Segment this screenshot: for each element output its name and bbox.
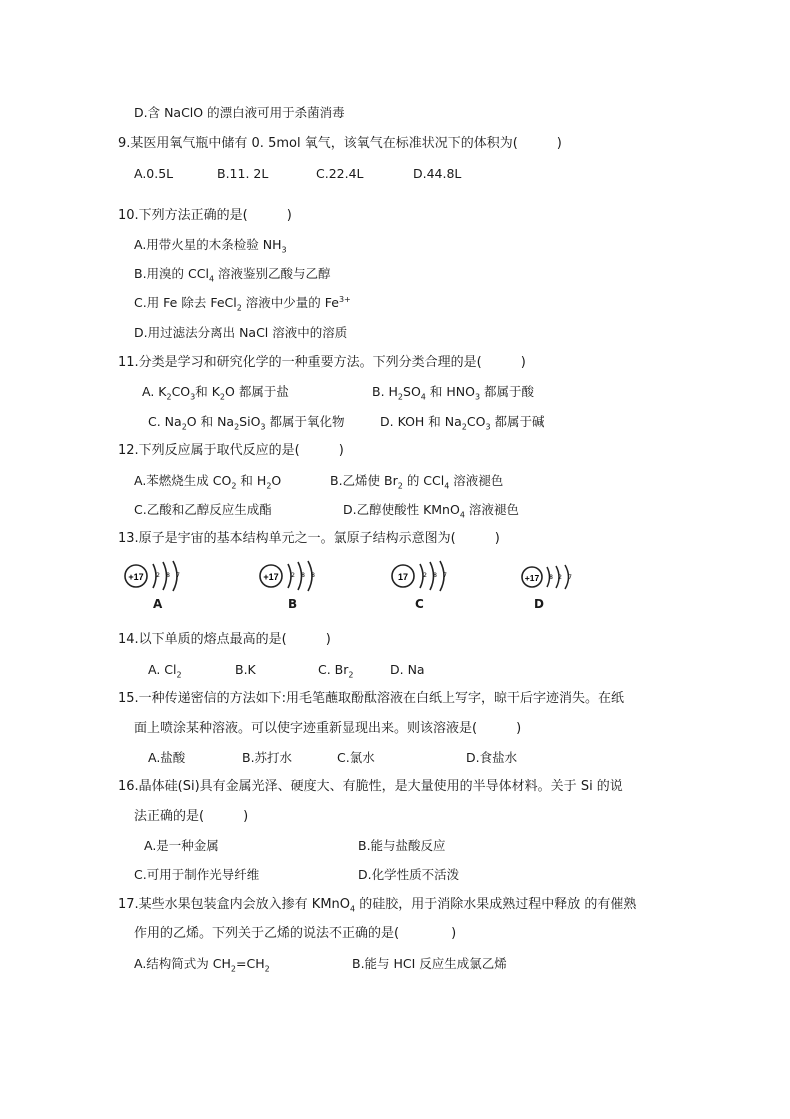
q16-stem-line1: 16.晶体硅(Si)具有金属光泽、硬度大、有脆性，是大量使用的半导体材料。关于 Si 的说	[118, 779, 623, 794]
q12-option-d: D.乙醇使酸性 KMnO$_4$ 溶液褪色	[343, 502, 519, 520]
atom-b-shell-1: 2	[291, 572, 295, 579]
atom-label-d: D	[534, 597, 544, 611]
q13-stem: 13.原子是宇宙的基本结构单元之一。氯原子结构示意图为( )	[118, 531, 500, 546]
q11-option-a: A. $K_2CO_3$和 $K_2O$ 都属于盐	[142, 384, 289, 402]
q17-stem-line1: 17.某些水果包装盒内会放入掺有 KMnO$_4$ 的硅胶，用于消除水果成熟过程中释放 的有催熟	[118, 897, 637, 914]
q15-stem-line1: 15.一种传递密信的方法如下:用毛笔蘸取酚酞溶液在白纸上写字，晾干后字迹消失。在纸	[118, 691, 625, 706]
q12-option-c: C.乙酸和乙醇反应生成酯	[134, 502, 272, 517]
atom-diagram-b	[257, 560, 337, 594]
q17-stem-line2: 作用的乙烯。下列关于乙烯的说法不正确的是( )	[134, 926, 457, 941]
q9-stem: 9.某医用氧气瓶中储有 0. 5mol 氧气，该氧气在标准状况下的体积为( )	[118, 136, 562, 151]
q11-option-b: B. $H_2SO_4$ 和 $HNO_3$ 都属于酸	[372, 384, 535, 402]
q14-option-d: D. Na	[390, 662, 425, 677]
q15-option-a: A.盐酸	[148, 750, 186, 765]
q9-option-b: B.11. 2L	[217, 166, 269, 181]
q11-option-d: D. KOH 和 $Na_2CO_3$ 都属于碱	[380, 414, 545, 432]
q10-option-d: D.用过滤法分离出 NaCl 溶液中的溶质	[134, 325, 348, 340]
q16-option-a: A.是一种金属	[144, 838, 219, 853]
q9-option-c: C.22.4L	[316, 166, 364, 181]
q15-option-c: C.氯水	[337, 750, 375, 765]
atom-d-shell-1: 8	[549, 574, 553, 581]
q16-option-d: D.化学性质不活泼	[358, 867, 460, 882]
q16-option-c: C.可用于制作光导纤维	[134, 867, 260, 882]
atom-d-shell-2: 2	[558, 574, 562, 581]
atom-c-shell-1: 2	[423, 572, 427, 579]
q10-stem: 10.下列方法正确的是( )	[118, 208, 292, 223]
q10-option-c: C.用 Fe 除去 FeCl$_2$ 溶液中少量的 $Fe^{3+}$	[134, 294, 351, 313]
q14-option-b: B.K	[235, 662, 256, 677]
q9-option-d: D.44.8L	[413, 166, 462, 181]
atom-b-nucleus: +17	[263, 572, 279, 582]
q11-option-c: C. $Na_2O$ 和 $Na_2SiO_3$ 都属于氧化物	[148, 414, 345, 432]
atom-a-shell-3: 7	[176, 572, 180, 579]
atom-a-nucleus: +17	[128, 572, 144, 582]
q15-stem-line2: 面上喷涂某种溶液。可以使字迹重新显现出来。则该溶液是( )	[134, 721, 522, 736]
q16-stem-line2: 法正确的是( )	[134, 809, 249, 824]
q12-option-b: B.乙烯使 $Br_2$ 的 CCl$_4$ 溶液褪色	[330, 473, 504, 491]
atom-b-shell-3: 8	[311, 572, 315, 579]
q12-option-a: A.苯燃烧生成 $CO_2$ 和 $H_2O$	[134, 473, 282, 491]
q10-option-b: B.用溴的 CCl$_4$ 溶液鉴别乙酸与乙醇	[134, 266, 331, 284]
atom-a-shell-1: 2	[156, 572, 160, 579]
atom-b-shell-2: 8	[301, 572, 305, 579]
q9-option-a: A.0.5L	[134, 166, 174, 181]
q14-option-a: A. $Cl_2$	[148, 662, 182, 680]
atom-diagram-d	[519, 563, 589, 593]
q14-stem: 14.以下单质的熔点最高的是( )	[118, 632, 331, 647]
q15-option-d: D.食盐水	[466, 750, 518, 765]
atom-label-c: C	[415, 597, 424, 611]
atom-d-shell-3: 7	[568, 574, 572, 581]
q8-option-d: D.含 NaClO 的漂白液可用于杀菌消毒	[134, 105, 345, 120]
q16-option-b: B.能与盐酸反应	[358, 838, 446, 853]
atom-diagram-a	[122, 560, 202, 594]
q11-stem: 11.分类是学习和研究化学的一种重要方法。下列分类合理的是( )	[118, 355, 526, 370]
atom-c-shell-2: 8	[433, 572, 437, 579]
q10-option-a: A.用带火星的木条检验 $NH_3$	[134, 237, 287, 255]
atom-label-b: B	[288, 597, 298, 611]
q17-option-b: B.能与 HCI 反应生成氯乙烯	[352, 956, 507, 971]
q14-option-c: C. $Br_2$	[318, 662, 354, 680]
q12-stem: 12.下列反应属于取代反应的是( )	[118, 443, 344, 458]
q15-option-b: B.苏打水	[242, 750, 293, 765]
atom-label-a: A	[153, 597, 163, 611]
atom-c-shell-3: 7	[443, 572, 447, 579]
atom-diagram-c	[389, 560, 469, 594]
atom-c-nucleus: 17	[397, 572, 409, 582]
atom-d-nucleus: +17	[524, 573, 540, 583]
atom-a-shell-2: 8	[166, 572, 170, 579]
q17-option-a: A.结构简式为 $CH_2=CH_2$	[134, 956, 270, 974]
